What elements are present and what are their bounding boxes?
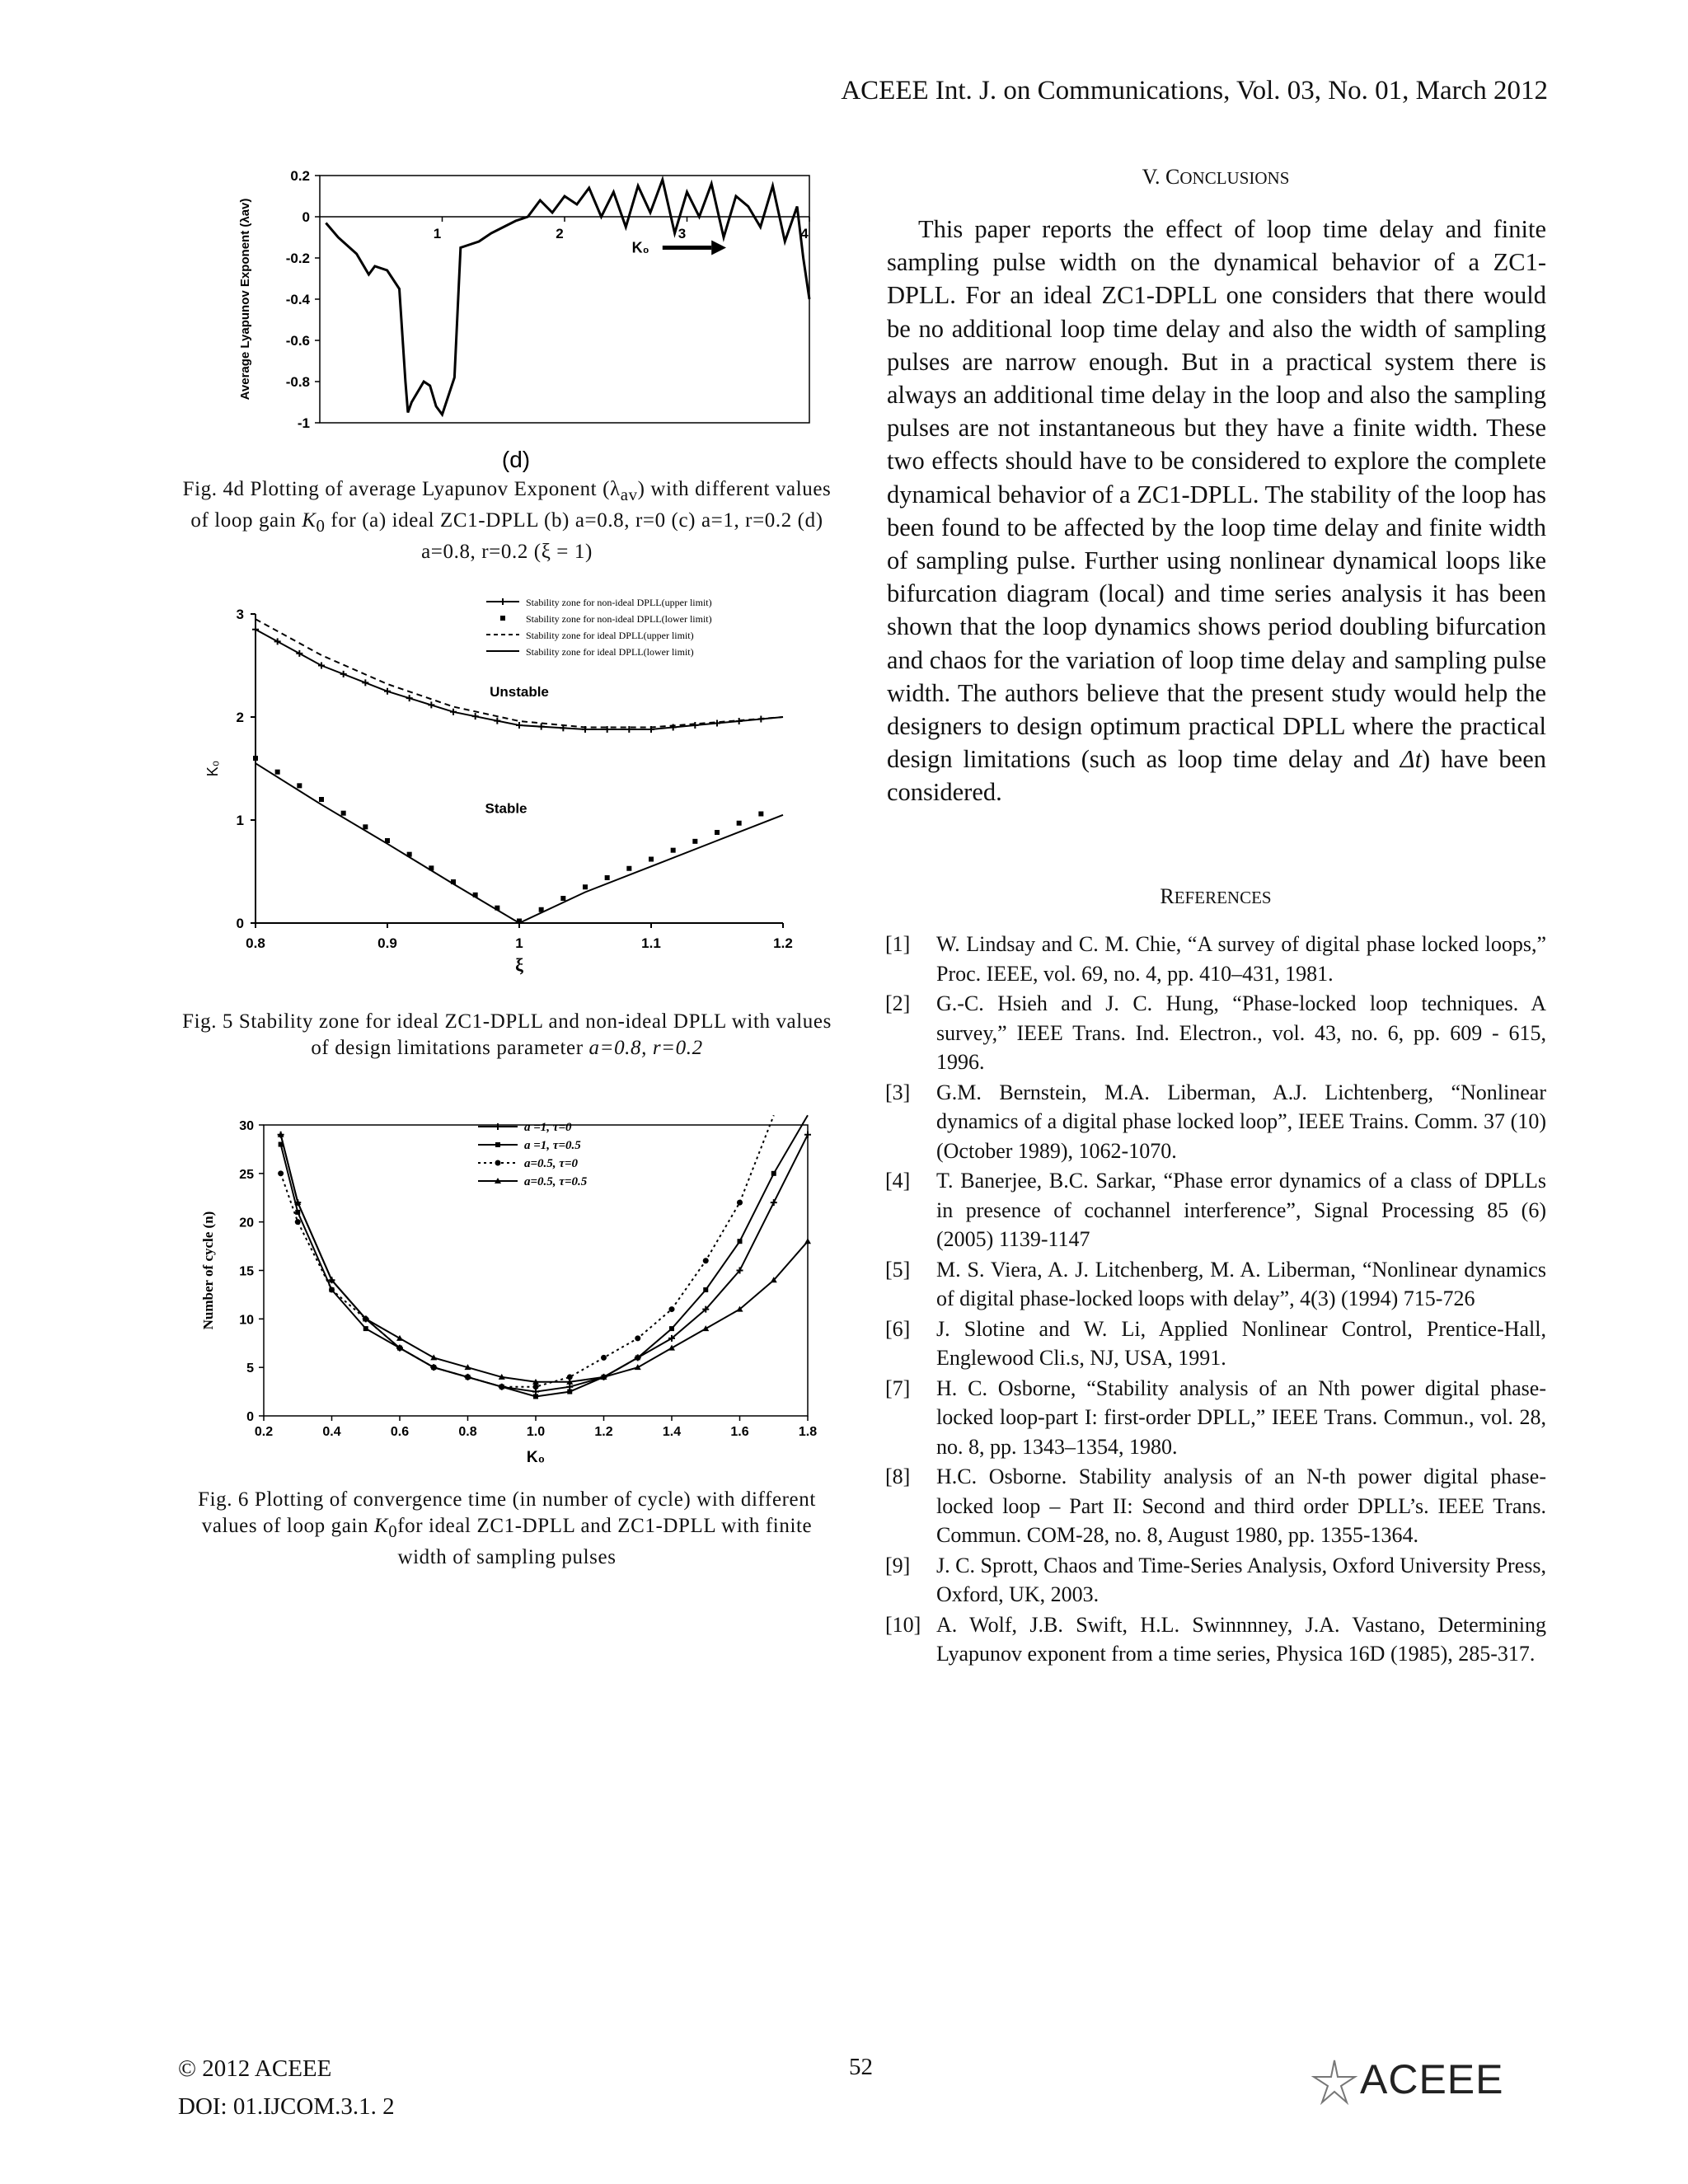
y-tick-label: 20 — [239, 1216, 254, 1230]
caption-sub: 0 — [316, 516, 326, 536]
reference-item — [885, 1551, 1546, 1610]
series-line — [256, 630, 783, 729]
series-marker — [804, 1132, 811, 1138]
x-tick-label: 4 — [800, 226, 809, 241]
reference-item — [885, 1315, 1546, 1373]
y-tick-label: 3 — [236, 607, 244, 622]
y-tick-label: 1 — [236, 813, 244, 828]
reference-text: J. Slotine and W. Li, Applied Nonlinear Control, Prentice-Hall, Englewood Cli.s, NJ, USA, 1991. — [936, 1316, 1546, 1370]
series-marker — [715, 830, 720, 835]
journal-header: ACEEE Int. J. on Communications, Vol. 03, No. 01, March 2012 — [841, 76, 1548, 105]
reference-number: [6] — [885, 1316, 911, 1341]
reference-number: [7] — [885, 1376, 911, 1400]
stable-region-label: Stable — [485, 800, 528, 817]
conclusions-text-end: ) have been considered. — [887, 745, 1546, 807]
y-tick-label: -0.8 — [285, 374, 310, 390]
x-axis-label: ξ — [515, 954, 523, 975]
series-marker — [566, 1384, 573, 1390]
reference-text: H. C. Osborne, “Stability analysis of an Nth power digital phase-locked loop-part I: first-order DPLL,” IEEE Trans. Commun., vol. 28, no. 8, pp. 1343–1354, 1980. — [936, 1376, 1546, 1459]
series-marker — [363, 1326, 368, 1331]
reference-item — [885, 930, 1546, 988]
reference-number: [9] — [885, 1553, 911, 1577]
series-line — [281, 1135, 808, 1392]
series-marker — [297, 783, 302, 788]
footer-doi: DOI: 01.IJCOM.3.1. 2 — [178, 2093, 395, 2120]
y-tick-label: 0 — [236, 916, 244, 931]
x-tick-label: 1 — [433, 226, 442, 241]
series-marker — [450, 709, 457, 715]
legend-label: Stability zone for ideal DPLL(upper limit) — [526, 630, 694, 641]
legend-marker — [495, 1160, 501, 1166]
publisher-logo-text: ACEEE — [1360, 2056, 1504, 2102]
series-marker — [669, 1306, 675, 1312]
series-marker — [340, 671, 347, 677]
series-marker — [804, 1238, 811, 1244]
y-tick-label: 0 — [246, 1410, 254, 1424]
x-tick-label: 1.1 — [641, 935, 661, 951]
heading-rest: ONCLUSIONS — [1179, 168, 1290, 188]
series-marker — [626, 866, 631, 871]
reference-item — [885, 1078, 1546, 1166]
y-axis-label: Number of cycle (n) — [200, 1211, 216, 1330]
reference-text: A. Wolf, J.B. Swift, H.L. Swinnnney, J.A. Vastano, Determining Lyapunov exponent from a time series, Physica 16D (1985), 285-317. — [936, 1612, 1546, 1666]
reference-number: [2] — [885, 991, 911, 1015]
x-tick-label: 0.8 — [458, 1425, 477, 1439]
heading-rest: EFERENCES — [1174, 888, 1272, 907]
series-marker — [406, 695, 413, 701]
x-tick-label: 1.6 — [730, 1425, 749, 1439]
series-marker — [319, 797, 324, 802]
figure-4d-chart — [223, 161, 849, 474]
caption-symbol: K — [373, 1515, 389, 1537]
series-marker — [341, 811, 346, 816]
caption-sub: av — [620, 485, 638, 504]
caption-text: for (a) ideal ZC1-DPLL (b) — [325, 509, 575, 532]
caption-text: a=0.8, r=0 (c) a=1, r=0.2 (d) a=0.8, r=0.2 (ξ = 1) — [421, 509, 823, 563]
figure-5-caption — [177, 1009, 837, 1062]
caption-text: for ideal ZC1-DPLL and ZC1-DPLL with finite width of sampling pulses — [397, 1515, 813, 1568]
star-logo-icon — [1311, 2057, 1358, 2105]
conclusions-text: This paper reports the effect of loop time delay and finite sampling pulse width on the dynamical behavior of a ZC1-DPLL. For an ideal ZC1-DPLL one considers that there would be no additional loop time delay and also the width of sampling pulses are narrow enough. But in a practical system there is always an additional time delay in the loop and also the sampling pulses are not instantaneous but they have a finite width. These two effects should have to be considered to explore the complete dynamical behavior of a ZC1-DPLL. The stability of the loop has been found to be affected by the loop time delay and finite width of sampling pulse. Further using nonlinear dynamical loops like bifurcation diagram (local) and time series analysis it has been shown that the loop dynamics shows period doubling bifurcation and chaos for the variation of loop time delay and sampling pulse width. The authors believe that the present study would help the designers to design optimum practical DPLL where the practical design limitations (such as loop time delay and — [887, 215, 1546, 774]
series-marker — [533, 1394, 538, 1399]
figure-4d — [223, 161, 849, 474]
x-tick-label: 0.9 — [377, 935, 397, 951]
y-tick-label: -0.4 — [285, 292, 310, 307]
series-marker — [560, 896, 565, 901]
series-marker — [295, 1210, 300, 1215]
reference-item — [885, 1610, 1546, 1669]
reference-number: [5] — [885, 1257, 911, 1282]
figure-6-caption — [177, 1487, 837, 1571]
series-marker — [567, 1390, 572, 1394]
series-marker — [384, 688, 391, 695]
series-marker — [516, 722, 523, 729]
series-marker — [494, 718, 500, 724]
legend-marker — [495, 1123, 501, 1130]
series-marker — [671, 848, 676, 853]
reference-text: H.C. Osborne. Stability analysis of an N-th power digital phase- locked loop – Part II: Second and third order DPLL’s. IEEE Trans. Commun. COM-28, no. 8, August 1980, pp. 1355-1364. — [936, 1465, 1546, 1547]
series-marker — [703, 1258, 709, 1263]
series-marker — [738, 1239, 743, 1244]
arrow-head-icon — [711, 241, 726, 255]
x-tick-label: 1.4 — [662, 1425, 682, 1439]
series-marker — [538, 724, 545, 730]
caption-symbol: K — [302, 509, 316, 532]
reference-number: [3] — [885, 1080, 911, 1104]
heading-prefix: V. C — [1142, 165, 1180, 189]
series-marker — [649, 857, 654, 862]
y-tick-label: 0 — [302, 209, 310, 225]
y-tick-label: 10 — [239, 1313, 254, 1328]
series-marker — [703, 1287, 708, 1292]
reference-item — [885, 1255, 1546, 1314]
reference-text: M. S. Viera, A. J. Litchenberg, M. A. Liberman, “Nonlinear dynamics of digital phase-locked loops with delay”, 4(3) (1994) 715-726 — [936, 1257, 1546, 1310]
legend-marker — [500, 616, 505, 621]
panel-label: (d) — [501, 447, 531, 472]
series-marker — [252, 626, 259, 633]
legend-label: a =1, τ=0 — [524, 1121, 572, 1134]
caption-text: Fig. 6 Plotting of convergence time (in number of cycle) with different values of loop gain — [198, 1488, 816, 1537]
legend-label: Stability zone for non-ideal DPLL(lower limit) — [526, 613, 712, 625]
y-tick-label: 25 — [239, 1167, 254, 1182]
legend-label: a=0.5, τ=0.5 — [524, 1175, 588, 1188]
series-marker — [295, 1219, 301, 1225]
conclusions-body — [887, 213, 1546, 809]
series-marker — [499, 1384, 504, 1390]
legend-label: a =1, τ=0.5 — [524, 1139, 581, 1152]
plot-frame — [320, 176, 809, 423]
series-marker — [274, 638, 281, 644]
series-marker — [318, 663, 325, 669]
caption-text: Fig. 4d Plotting of average Lyapunov Exponent (λ — [182, 478, 621, 500]
y-tick-label: 2 — [236, 710, 244, 725]
series-marker — [635, 1355, 640, 1360]
series-marker — [771, 1171, 776, 1176]
reference-list — [885, 930, 1546, 1670]
figure-6 — [198, 1108, 841, 1488]
footer-copyright: © 2012 ACEEE — [178, 2055, 332, 2082]
lyapunov-series — [326, 180, 809, 415]
series-marker — [669, 1326, 674, 1331]
series-marker — [278, 1170, 284, 1176]
caption-text: Fig. 5 Stability zone for ideal ZC1-DPLL and non-ideal DPLL with values of design limitations parameter — [182, 1010, 832, 1059]
figure-6-chart — [198, 1108, 841, 1488]
y-tick-label: -1 — [297, 415, 310, 431]
heading-prefix: R — [1160, 884, 1175, 908]
reference-item — [885, 1462, 1546, 1550]
series-marker — [253, 756, 258, 761]
y-axis-label: K₀ — [204, 760, 221, 777]
y-tick-label: 30 — [239, 1119, 254, 1133]
series-marker — [635, 1335, 640, 1341]
caption-params: a=0.8, r=0.2 — [588, 1037, 703, 1059]
series-marker — [605, 875, 610, 880]
series-marker — [329, 1287, 335, 1293]
series-marker — [465, 1374, 471, 1380]
conclusions-heading — [886, 165, 1545, 190]
series-marker — [397, 1345, 403, 1351]
y-tick-label: 0.2 — [290, 168, 310, 184]
legend-marker — [499, 598, 506, 605]
series-marker — [583, 884, 588, 889]
series-line — [256, 763, 783, 923]
x-tick-label: 1 — [515, 935, 523, 951]
reference-item — [885, 989, 1546, 1077]
x-tick-label: 3 — [678, 226, 687, 241]
series-marker — [428, 701, 434, 708]
reference-number: [4] — [885, 1169, 911, 1193]
legend-marker — [495, 1142, 500, 1147]
x-tick-label: 1.8 — [798, 1425, 818, 1439]
series-marker — [472, 713, 479, 719]
y-tick-label: -0.6 — [285, 333, 310, 349]
series-marker — [692, 839, 697, 844]
reference-text: G.-C. Hsieh and J. C. Hung, “Phase-locked loop techniques. A survey,” IEEE Trans. Ind. Electron., vol. 43, no. 6, pp. 609 - 615, 1996. — [936, 991, 1546, 1074]
series-marker — [771, 1199, 777, 1206]
reference-text: G.M. Bernstein, M.A. Liberman, A.J. Lichtenberg, “Nonlinear dynamics of a digital phase locked loop”, IEEE Trains. Comm. 37 (10) (October 1989), 1062-1070. — [936, 1080, 1546, 1163]
reference-text: J. C. Sprott, Chaos and Time-Series Analysis, Oxford University Press, Oxford, UK, 2003. — [936, 1553, 1546, 1606]
series-marker — [431, 1365, 437, 1371]
y-tick-label: 5 — [246, 1361, 254, 1376]
series-marker — [758, 812, 763, 817]
delta-t-symbol: Δt — [1400, 745, 1423, 774]
series-marker — [692, 722, 698, 729]
y-axis-label: Average Lyapunov Exponent (λav) — [238, 198, 252, 401]
references-heading — [886, 884, 1545, 909]
y-tick-label: -0.2 — [285, 251, 310, 266]
x-tick-label: 0.6 — [390, 1425, 410, 1439]
series-marker — [362, 679, 368, 686]
reference-text: W. Lindsay and C. M. Chie, “A survey of digital phase locked loops,” Proc. IEEE, vol. 69, no. 4, pp. 410–431, 1981. — [936, 932, 1546, 986]
reference-number: [10] — [885, 1612, 921, 1637]
y-tick-label: 15 — [239, 1264, 254, 1279]
legend-label: Stability zone for non-ideal DPLL(upper limit) — [526, 597, 712, 608]
reference-item — [885, 1374, 1546, 1462]
x-tick-label: 0.8 — [246, 935, 265, 951]
page-number: 52 — [849, 2054, 873, 2080]
x-tick-label: 1.0 — [526, 1425, 546, 1439]
series-marker — [363, 824, 368, 829]
unstable-region-label: Unstable — [490, 684, 549, 700]
x-tick-label: 0.2 — [254, 1425, 274, 1439]
x-tick-label: 1.2 — [773, 935, 793, 951]
series-marker — [737, 821, 742, 826]
series-marker — [737, 1200, 743, 1206]
series-line — [281, 1115, 774, 1387]
series-marker — [275, 770, 280, 775]
reference-text: T. Banerjee, B.C. Sarkar, “Phase error dynamics of a class of DPLLs in presence of cochannel interference”, Signal Processing 85 (6) (2005) 1139-1147 — [936, 1169, 1546, 1251]
x-tick-label: 0.4 — [322, 1425, 341, 1439]
reference-number: [1] — [885, 932, 911, 956]
legend-label: a=0.5, τ=0 — [524, 1157, 579, 1170]
x-axis-label: K₀ — [526, 1449, 546, 1466]
x-tick-label: 1.2 — [594, 1425, 613, 1439]
figure-5 — [204, 593, 832, 975]
legend-label: Stability zone for ideal DPLL(lower limit) — [526, 646, 694, 658]
caption-sub: 0 — [388, 1521, 398, 1541]
figure-5-chart — [204, 593, 832, 975]
reference-item — [885, 1166, 1546, 1254]
x-tick-label: 2 — [556, 226, 564, 241]
k0-label: K₀ — [631, 239, 649, 256]
series-marker — [601, 1355, 607, 1361]
caption-text: ) with different values of loop gain — [190, 478, 832, 532]
figure-4d-caption — [177, 476, 837, 565]
series-marker — [296, 650, 302, 657]
series-marker — [533, 1384, 539, 1390]
reference-number: [8] — [885, 1465, 911, 1488]
